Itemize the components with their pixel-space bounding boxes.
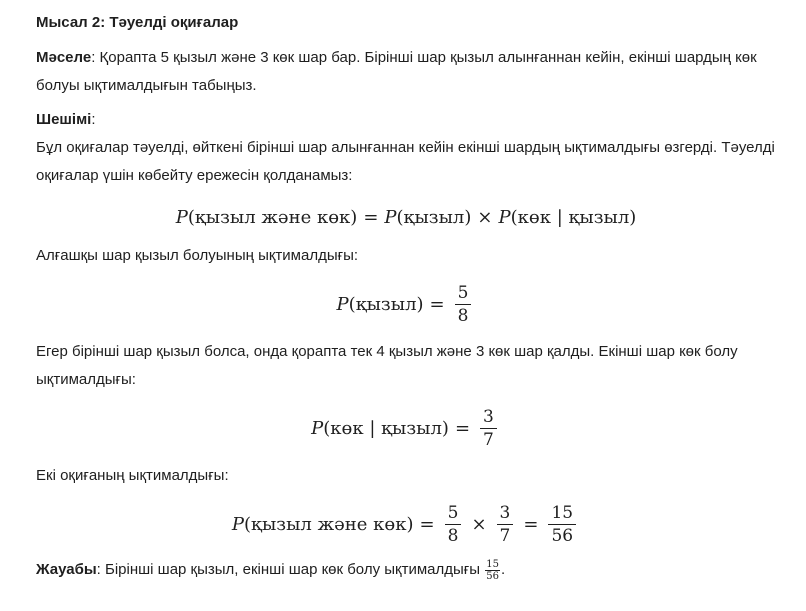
formula-both-f1-den: 8 — [445, 524, 462, 547]
solution-label: Шешімі — [36, 111, 92, 128]
intro-paragraph: Бұл оқиғалар тәуелді, өйткені бірінші шар алынғаннан кейін екінші шардың ықтималдығы өзгерді. Тәуелді оқиғалар үшін көбейту ережесін қолданамыз: — [36, 139, 775, 184]
example-title: Мысал 2: Тәуелді оқиғалар — [36, 14, 239, 31]
answer-text: : Бірінші шар қызыл, екінші шар көк болу ықтималдығы — [96, 561, 481, 578]
both-prob-paragraph: Екі оқиғаның ықтималдығы: — [36, 467, 229, 484]
formula-both-times: × — [471, 513, 487, 535]
formula-second-p: P — [311, 417, 324, 439]
problem-label: Мәселе — [36, 49, 92, 66]
formula-first — [36, 278, 776, 330]
formula-both-fraction-3 — [548, 502, 576, 547]
formula-main-rhs2-arg: (көк | қызыл) — [510, 206, 637, 228]
formula-first-fraction — [455, 282, 472, 327]
formula-both-f2-den: 7 — [497, 524, 514, 547]
formula-main — [36, 198, 776, 236]
formula-both-f2-num: 3 — [499, 502, 511, 523]
answer-den: 56 — [486, 570, 499, 582]
second-prob-paragraph: Егер бірінші шар қызыл болса, онда қорапта тек 4 қызыл және 3 көк шар қалды. Екінші шар көк болу ықтималдығы: — [36, 343, 738, 388]
formula-second-den: 7 — [480, 428, 497, 451]
answer-end: . — [500, 561, 506, 578]
formula-main-rhs1-arg: (қызыл) — [396, 206, 472, 228]
formula-second — [36, 402, 776, 454]
formula-main-times: × — [477, 206, 493, 228]
formula-both-f3-num: 15 — [551, 502, 574, 523]
formula-second-arg: (көк | қызыл) — [323, 417, 449, 439]
formula-second-num: 3 — [483, 406, 494, 427]
formula-main-p1: P — [175, 206, 188, 228]
solution-colon: : — [91, 111, 96, 128]
answer-label: Жауабы — [36, 561, 97, 578]
solution-heading — [36, 106, 776, 134]
formula-both-f1-num: 5 — [447, 502, 459, 523]
formula-main-p3: P — [498, 206, 511, 228]
formula-first-arg: (қызыл) — [348, 293, 424, 315]
formula-second-fraction — [480, 406, 497, 451]
formula-main-p2: P — [384, 206, 397, 228]
document-content — [36, 12, 776, 592]
problem-paragraph — [36, 44, 776, 100]
formula-first-den: 8 — [455, 304, 472, 327]
answer-paragraph — [36, 556, 776, 584]
formula-main-lhs-arg: (қызыл және көк) — [187, 206, 358, 228]
formula-both-f3-den: 56 — [548, 524, 576, 547]
first-prob-paragraph: Алғашқы шар қызыл болуының ықтималдығы: — [36, 247, 359, 264]
formula-main-eq: = — [363, 206, 379, 228]
answer-num: 15 — [486, 558, 499, 570]
formula-both-arg: (қызыл және көк) — [244, 513, 414, 535]
formula-both — [36, 498, 776, 550]
problem-text: : Қорапта 5 қызыл және 3 көк шар бар. Бірінші шар қызыл алынғаннан кейін, екінші шардың көк болуы ықтималдығын табыңыз. — [36, 49, 757, 94]
formula-both-eq2: = — [523, 513, 539, 535]
formula-first-num: 5 — [457, 282, 469, 303]
formula-first-p: P — [336, 293, 349, 315]
formula-first-eq: = — [429, 293, 445, 315]
formula-both-p: P — [231, 513, 245, 535]
formula-both-fraction-1 — [445, 502, 462, 547]
formula-both-eq1: = — [419, 513, 435, 535]
formula-second-eq: = — [454, 417, 471, 439]
answer-fraction — [485, 559, 500, 582]
formula-both-fraction-2 — [497, 502, 514, 547]
